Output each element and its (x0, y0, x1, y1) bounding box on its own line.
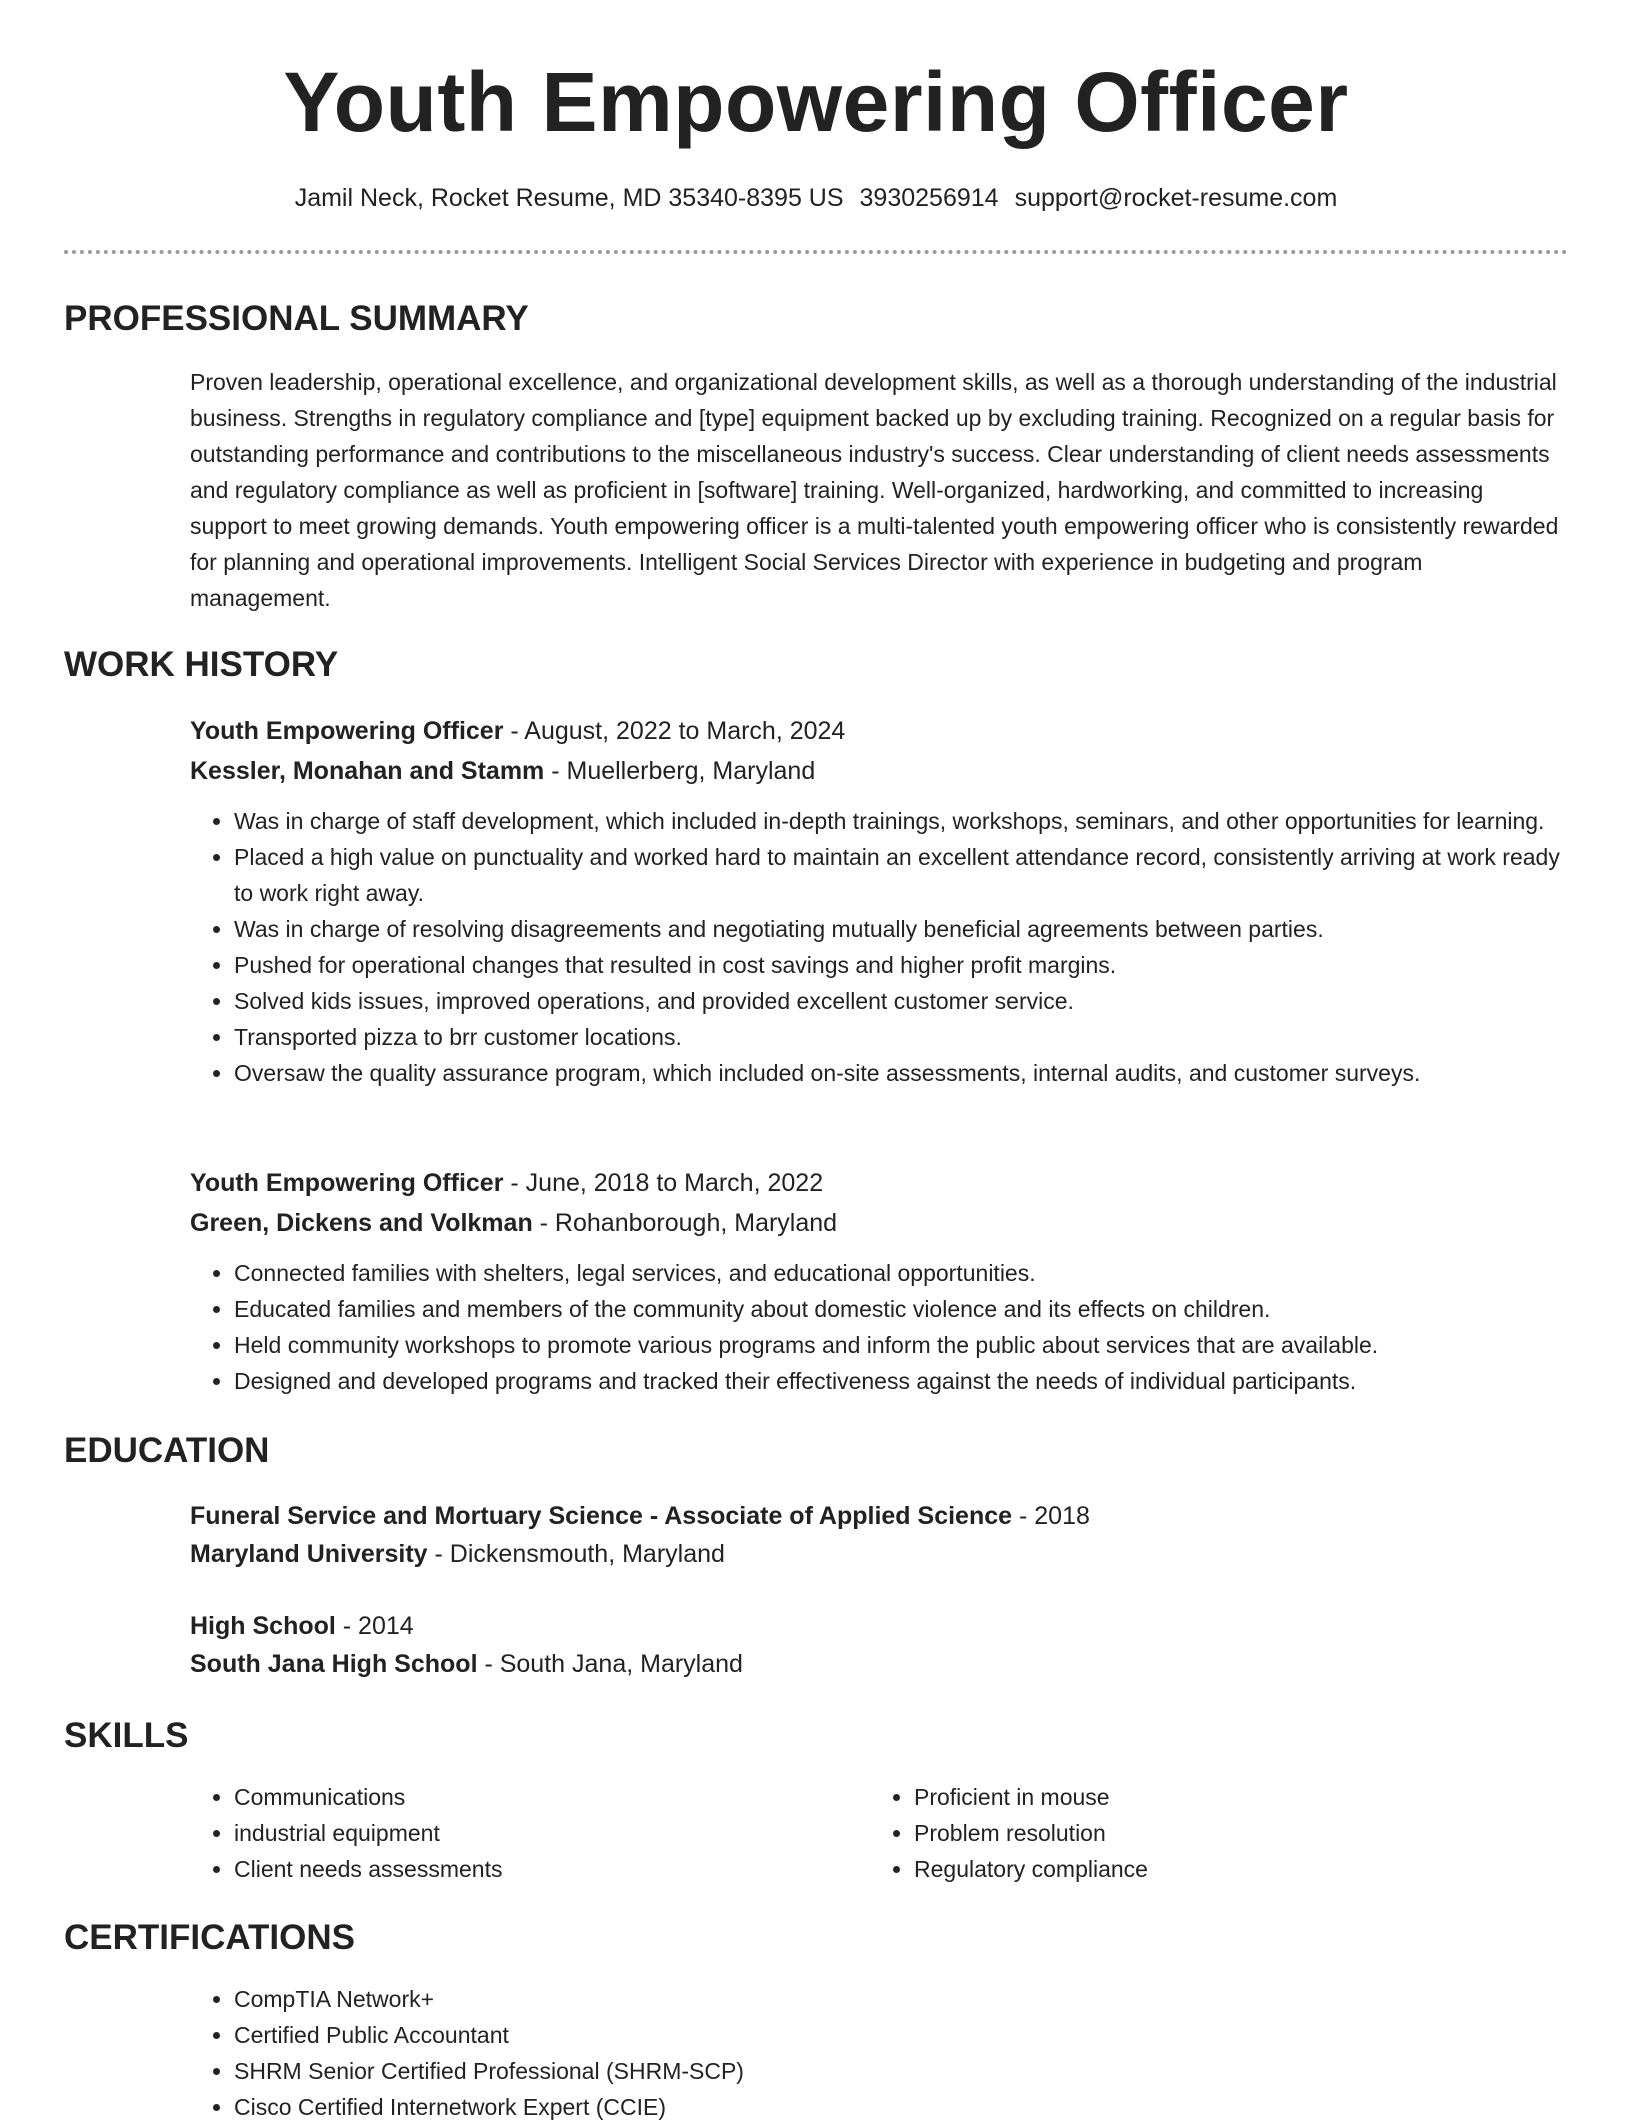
education-school-line (190, 1645, 1566, 1683)
job-title-line (190, 711, 1566, 751)
job-company: Kessler, Monahan and Stamm (190, 757, 545, 785)
summary-section-title: PROFESSIONAL SUMMARY (64, 299, 529, 338)
job-location: - Muellerberg, Maryland (544, 757, 816, 785)
job-location: - Rohanborough, Maryland (532, 1209, 838, 1237)
skills-section-title: SKILLS (64, 1716, 189, 1755)
skill-item: • industrial equipment (234, 1815, 790, 1851)
job-bullet: • Held community workshops to promote various programs and inform the public about services that are available. (234, 1327, 1566, 1363)
contact-address: Jamil Neck, Rocket Resume, MD 35340-8395 US (294, 184, 844, 212)
job-bullet: • Connected families with shelters, legal services, and educational opportunities. (234, 1255, 1566, 1291)
job-bullet: • Transported pizza to brr customer locations. (234, 1019, 1566, 1055)
job-bullet: • Designed and developed programs and tracked their effectiveness against the needs of individual participants. (234, 1363, 1566, 1399)
contact-phone: 3930256914 (859, 184, 999, 212)
job-bullets (190, 803, 1566, 1091)
education-school: Maryland University (190, 1540, 428, 1568)
education-year: - 2018 (1012, 1502, 1090, 1530)
job-bullet: • Oversaw the quality assurance program, which included on-site assessments, internal audits, and customer surveys. (234, 1055, 1566, 1091)
education-section-title: EDUCATION (64, 1431, 270, 1470)
education-school-line (190, 1535, 1566, 1573)
certifications-block (190, 1981, 1566, 2125)
skills-list (870, 1779, 1470, 1887)
certification-item: • CompTIA Network+ (234, 1981, 1566, 2017)
work-section-title: WORK HISTORY (64, 645, 339, 684)
job-company-line (190, 1203, 1566, 1243)
job-dates: - June, 2018 to March, 2022 (503, 1169, 824, 1197)
header-divider (64, 250, 1568, 254)
contact-email: support@rocket-resume.com (1014, 184, 1338, 212)
certifications-list (190, 1981, 1566, 2125)
skill-item: • Communications (234, 1779, 790, 1815)
job-entry (190, 711, 1566, 1091)
skill-item: • Problem resolution (914, 1815, 1470, 1851)
skills-column-left (190, 1779, 790, 1887)
certification-item: • SHRM Senior Certified Professional (SHRM-SCP) (234, 2053, 1566, 2089)
education-degree-line (190, 1497, 1566, 1535)
education-entry (190, 1607, 1566, 1683)
job-title-line (190, 1163, 1566, 1203)
education-entry (190, 1497, 1566, 1573)
skill-item: • Client needs assessments (234, 1851, 790, 1887)
job-bullet: • Was in charge of resolving disagreements and negotiating mutually beneficial agreements between parties. (234, 911, 1566, 947)
certification-item: • Cisco Certified Internetwork Expert (CCIE) (234, 2089, 1566, 2125)
job-bullet: • Placed a high value on punctuality and worked hard to maintain an excellent attendance record, consistently arriving at work ready to work right away. (234, 839, 1566, 911)
job-bullets (190, 1255, 1566, 1399)
job-bullet: • Educated families and members of the community about domestic violence and its effects on children. (234, 1291, 1566, 1327)
job-role: Youth Empowering Officer (190, 1169, 504, 1197)
education-degree: Funeral Service and Mortuary Science - Associate of Applied Science (190, 1502, 1013, 1530)
education-school: South Jana High School (190, 1650, 478, 1678)
education-location: - Dickensmouth, Maryland (427, 1540, 725, 1568)
skill-item: • Proficient in mouse (914, 1779, 1470, 1815)
job-company: Green, Dickens and Volkman (190, 1209, 533, 1237)
job-bullet: • Solved kids issues, improved operations, and provided excellent customer service. (234, 983, 1566, 1019)
contact-line (0, 180, 1632, 216)
skills-list (190, 1779, 790, 1887)
summary-text: Proven leadership, operational excellence, and organizational development skills, as well as a thorough understanding of the industrial business. Strengths in regulatory compliance and [type] equipment backed up by excluding training. Recognized on a regular basis for outstanding performance and contributions to the miscellaneous industry's success. Clear understanding of client needs assessments and regulatory compliance as well as proficient in [software] training. Well-organized, hardworking, and committed to increasing support to meet growing demands. Youth empowering officer is a multi-talented youth empowering officer who is consistently rewarded for planning and operational improvements. Intelligent Social Services Director with experience in budgeting and program management. (190, 369, 1559, 611)
education-location: - South Jana, Maryland (477, 1650, 743, 1678)
certifications-section-title: CERTIFICATIONS (64, 1918, 356, 1957)
resume-name-heading: Youth Empowering Officer (283, 55, 1349, 149)
education-degree-line (190, 1607, 1566, 1645)
certification-item: • Certified Public Accountant (234, 2017, 1566, 2053)
job-bullet: • Pushed for operational changes that resulted in cost savings and higher profit margins. (234, 947, 1566, 983)
skills-column-right (870, 1779, 1470, 1887)
job-bullet: • Was in charge of staff development, which included in-depth trainings, workshops, seminars, and other opportunities for learning. (234, 803, 1566, 839)
education-year: - 2014 (335, 1612, 414, 1640)
education-degree: High School (190, 1612, 336, 1640)
skill-item: • Regulatory compliance (914, 1851, 1470, 1887)
job-role: Youth Empowering Officer (190, 717, 504, 745)
job-dates: - August, 2022 to March, 2024 (503, 717, 846, 745)
job-company-line (190, 751, 1566, 791)
job-entry (190, 1163, 1566, 1399)
